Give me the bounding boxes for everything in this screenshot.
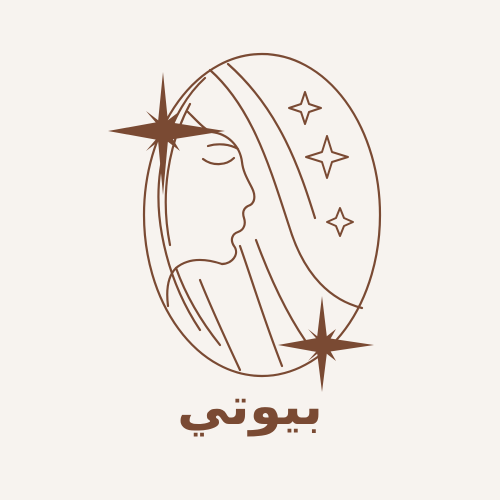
- sparkle-outline-middle: [306, 136, 348, 178]
- closed-eye: [203, 158, 234, 164]
- sparkle-outline-top: [289, 92, 321, 124]
- hair-back-1: [240, 246, 282, 366]
- brand-name: بيوتي: [177, 377, 323, 437]
- hair-back-2: [256, 240, 312, 350]
- hair-strand-right-1: [210, 70, 362, 308]
- hair-strand-right-2: [228, 64, 315, 218]
- eyebrow: [208, 144, 238, 149]
- sparkle-outline-bottom: [327, 208, 353, 236]
